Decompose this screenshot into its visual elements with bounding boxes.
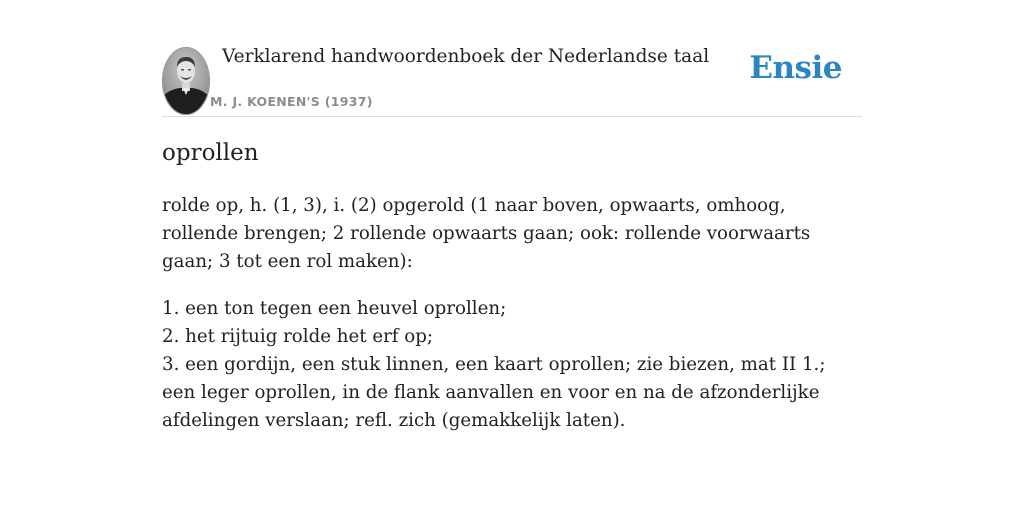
example-line-2: 2. het rijtuig rolde het erf op; [162, 326, 434, 347]
example-line-3: 3. een gordijn, een stuk linnen, een kaart oprollen; zie biezen, mat II 1.; een leger oprollen, in de flank aanvallen en voor en na de afzonderlijke afdelingen verslaan; refl. zich (gemakkelijk laten). [162, 354, 826, 431]
dictionary-header [162, 44, 862, 117]
ensie-logo-link[interactable]: Ensie [749, 50, 842, 86]
entry-definition: rolde op, h. (1, 3), i. (2) opgerold (1 naar boven, opwaarts, omhoog, rollende brengen; 2 rollende opwaarts gaan; ook: rollende voorwaarts gaan; 3 tot een rol maken): [162, 195, 811, 272]
entry-examples [162, 295, 862, 435]
dictionary-title: Verklarend handwoordenboek der Nederlandse taal [222, 46, 710, 67]
dictionary-author: M. J. KOENEN'S (1937) [210, 94, 373, 109]
example-line-1: 1. een ton tegen een heuvel oprollen; [162, 298, 507, 319]
author-portrait-icon [162, 47, 210, 115]
entry-content [162, 192, 862, 435]
entry-headword: oprollen [162, 140, 259, 166]
